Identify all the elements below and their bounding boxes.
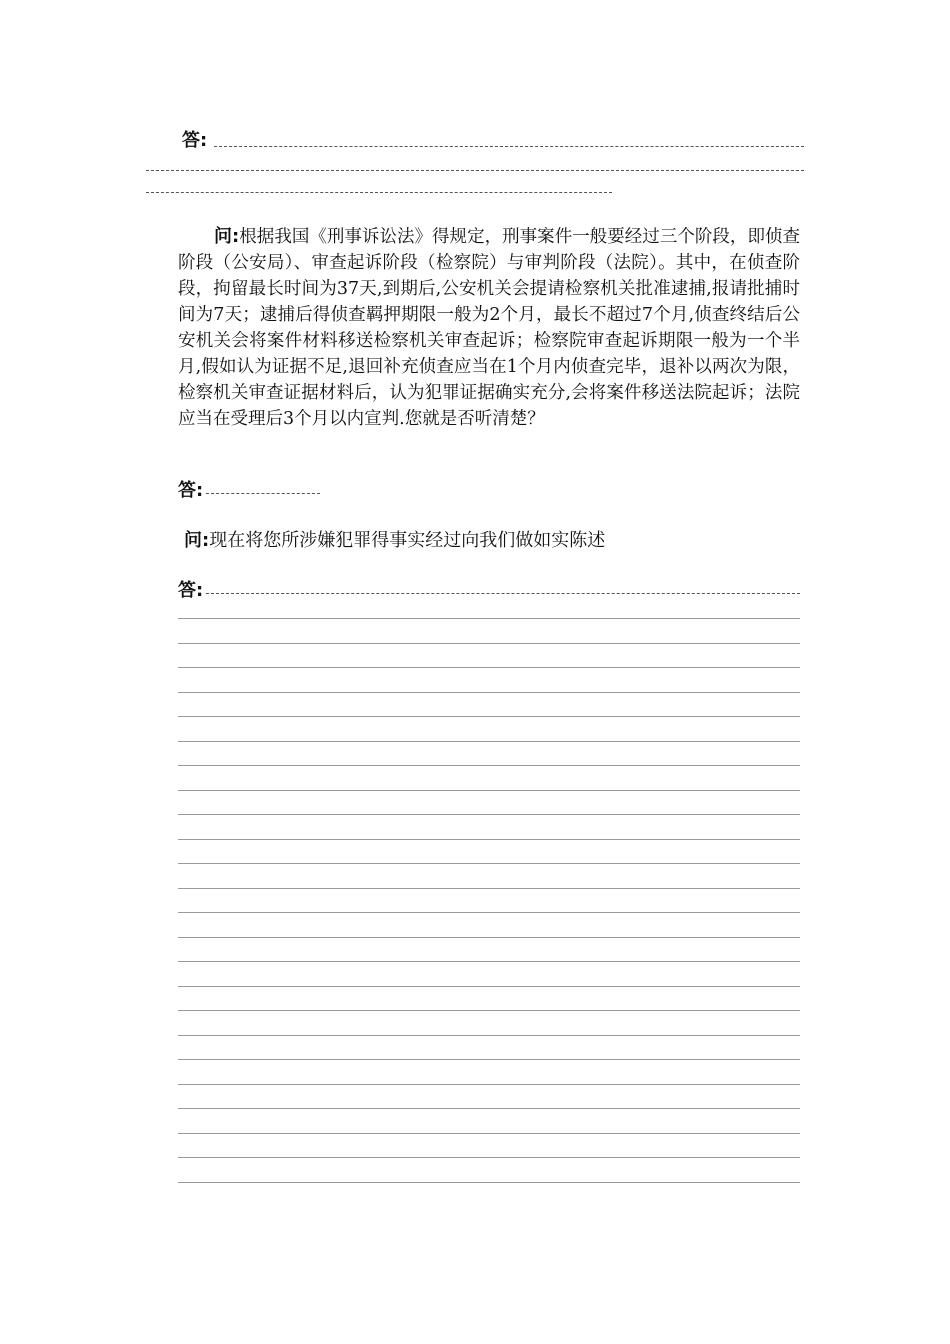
answer-writing-line[interactable] (178, 667, 800, 668)
answer-writing-line[interactable] (178, 790, 800, 791)
answer-writing-line[interactable] (178, 1108, 800, 1109)
question-2-text: 现在将您所涉嫌犯罪得事实经过向我们做如实陈述 (209, 530, 606, 551)
answer-3-blank-line-first[interactable] (206, 593, 800, 594)
answer-writing-line[interactable] (178, 937, 800, 938)
answer-label: 答: (182, 130, 208, 151)
answer-3 (178, 576, 203, 602)
answer-label: 答: (178, 480, 204, 501)
question-label: 问: (214, 226, 240, 247)
answer-writing-line[interactable] (178, 986, 800, 987)
answer-writing-line[interactable] (178, 618, 800, 619)
question-1-text: 根据我国《刑事诉讼法》得规定，刑事案件一般要经过三个阶段，即侦查阶段（公安局）、审查起诉阶段（检察院）与审判阶段（法院）。其中，在侦查阶段，拘留最长时间为37天,到期后,公安机关会提请检察机关批准逮捕,报请批捕时间为7天；逮捕后得侦查羁押期限一般为2个月，最长不超过7个月,侦查终结后公安机关会将案件材料移送检察机关审查起诉；检察院审查起诉期限一般为一个半月,假如认为证据不足,退回补充侦查应当在1个月内侦查完毕，退补以两次为限，检察机关审查证据材料后，认为犯罪证据确实充分,会将案件移送法院起诉；法院应当在受理后3个月以内宣判.您就是否听清楚？ (178, 227, 800, 429)
question-label: 问: (184, 530, 210, 551)
answer-2 (178, 476, 203, 502)
answer-label: 答: (178, 580, 204, 601)
answer-writing-line[interactable] (178, 1084, 800, 1085)
answer-writing-line[interactable] (178, 1059, 800, 1060)
answer-writing-line[interactable] (178, 1182, 800, 1183)
answer-writing-line[interactable] (178, 1157, 800, 1158)
question-2 (184, 526, 605, 552)
answer-writing-line[interactable] (178, 692, 800, 693)
answer-writing-line[interactable] (178, 765, 800, 766)
answer-writing-line[interactable] (178, 643, 800, 644)
answer-writing-line[interactable] (178, 961, 800, 962)
answer-writing-line[interactable] (178, 1010, 800, 1011)
answer-1-blank-line-3[interactable] (146, 192, 612, 193)
answer-2-blank-line[interactable] (206, 493, 320, 494)
answer-writing-line[interactable] (178, 1035, 800, 1036)
answer-writing-line[interactable] (178, 839, 800, 840)
answer-writing-line[interactable] (178, 912, 800, 913)
answer-1-blank-line-2[interactable] (146, 170, 804, 171)
answer-1-blank-line-1[interactable] (214, 146, 804, 147)
question-1 (178, 224, 800, 432)
answer-writing-line[interactable] (178, 888, 800, 889)
answer-writing-line[interactable] (178, 741, 800, 742)
answer-writing-line[interactable] (178, 814, 800, 815)
answer-writing-line[interactable] (178, 1133, 800, 1134)
answer-1 (182, 126, 207, 152)
answer-writing-line[interactable] (178, 716, 800, 717)
answer-writing-line[interactable] (178, 863, 800, 864)
